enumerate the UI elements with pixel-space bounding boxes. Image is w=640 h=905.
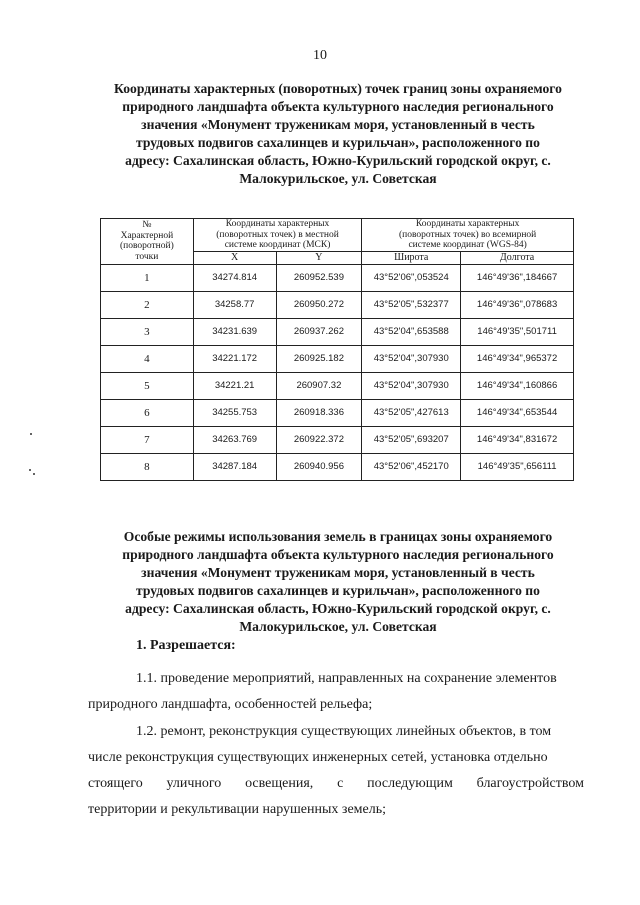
word: уличного bbox=[166, 776, 222, 791]
word: благоустройством bbox=[476, 776, 584, 791]
longitude-value: 146°49'34",160866 bbox=[461, 372, 574, 399]
section-title-allowed: 1. Разрешается: bbox=[136, 638, 236, 653]
y-value: 260952.539 bbox=[276, 264, 362, 291]
scan-speck bbox=[33, 473, 35, 475]
paragraph-1-1 bbox=[88, 666, 584, 718]
longitude-value: 146°49'34",653544 bbox=[461, 399, 574, 426]
x-value: 34255.753 bbox=[193, 399, 276, 426]
x-value: 34221.21 bbox=[193, 372, 276, 399]
y-value: 260937.262 bbox=[276, 318, 362, 345]
latitude-value: 43°52'04",307930 bbox=[362, 345, 461, 372]
msk-coordinates-header: Координаты характерных (поворотных точек) в местной системе координат (МСК) bbox=[193, 219, 362, 252]
y-column-header: Y bbox=[276, 251, 362, 264]
table-row bbox=[101, 264, 574, 291]
word: стоящего bbox=[88, 776, 143, 791]
latitude-value: 43°52'05",427613 bbox=[362, 399, 461, 426]
point-number: 4 bbox=[101, 345, 194, 372]
longitude-column-header: Долгота bbox=[461, 251, 574, 264]
latitude-value: 43°52'04",307930 bbox=[362, 372, 461, 399]
paragraph-line: 1.2. ремонт, реконструкция существующих линейных объектов, в том bbox=[136, 724, 552, 739]
paragraph-line: числе реконструкция существующих инженерных сетей, установка отдельно bbox=[88, 750, 548, 765]
paragraph-line: природного ландшафта, особенностей рельефа; bbox=[88, 697, 373, 712]
heading-line: трудовых подвигов сахалинцев и курильчан», расположенного по bbox=[136, 135, 540, 150]
latitude-column-header: Широта bbox=[362, 251, 461, 264]
latitude-value: 43°52'06",452170 bbox=[362, 453, 461, 480]
heading-line: значения «Монумент труженикам моря, установленный в честь bbox=[141, 117, 535, 132]
wgs-coordinates-header: Координаты характерных (поворотных точек) во всемирной системе координат (WGS-84) bbox=[362, 219, 574, 252]
y-value: 260907.32 bbox=[276, 372, 362, 399]
table-row bbox=[101, 291, 574, 318]
point-number: 3 bbox=[101, 318, 194, 345]
longitude-value: 146°49'34",965372 bbox=[461, 345, 574, 372]
table-row bbox=[101, 399, 574, 426]
land-use-regimes-heading bbox=[88, 528, 588, 636]
heading-line: Малокурильское, ул. Советская bbox=[239, 619, 437, 634]
heading-line: природного ландшафта объекта культурного наследия регионального bbox=[122, 547, 554, 562]
scan-speck bbox=[29, 469, 31, 471]
coordinates-heading bbox=[88, 80, 588, 188]
scan-speck bbox=[30, 433, 32, 435]
point-number: 2 bbox=[101, 291, 194, 318]
page-number: 10 bbox=[313, 48, 327, 63]
word: освещения, bbox=[245, 776, 314, 791]
coordinates-table bbox=[100, 218, 574, 481]
x-value: 34287.184 bbox=[193, 453, 276, 480]
longitude-value: 146°49'35",656111 bbox=[461, 453, 574, 480]
table-row bbox=[101, 318, 574, 345]
table-row bbox=[101, 453, 574, 480]
point-number: 6 bbox=[101, 399, 194, 426]
table-row bbox=[101, 372, 574, 399]
heading-line: адресу: Сахалинская область, Южно-Курильский городской округ, с. bbox=[125, 153, 551, 168]
x-value: 34274.814 bbox=[193, 264, 276, 291]
table-row bbox=[101, 345, 574, 372]
word: с bbox=[337, 776, 344, 791]
point-number: 7 bbox=[101, 426, 194, 453]
latitude-value: 43°52'04",653588 bbox=[362, 318, 461, 345]
y-value: 260950.272 bbox=[276, 291, 362, 318]
x-value: 34263.769 bbox=[193, 426, 276, 453]
point-number: 5 bbox=[101, 372, 194, 399]
x-column-header: X bbox=[193, 251, 276, 264]
paragraph-line: 1.1. проведение мероприятий, направленных на сохранение элементов bbox=[136, 671, 557, 686]
paragraph-1-2 bbox=[88, 719, 584, 823]
latitude-value: 43°52'05",693207 bbox=[362, 426, 461, 453]
x-value: 34221.172 bbox=[193, 345, 276, 372]
point-number: 8 bbox=[101, 453, 194, 480]
heading-line: природного ландшафта объекта культурного наследия регионального bbox=[122, 99, 554, 114]
heading-line: Координаты характерных (поворотных) точек границ зоны охраняемого bbox=[114, 81, 562, 96]
y-value: 260940.956 bbox=[276, 453, 362, 480]
heading-line: значения «Монумент труженикам моря, установленный в честь bbox=[141, 565, 535, 580]
longitude-value: 146°49'36",078683 bbox=[461, 291, 574, 318]
y-value: 260925.182 bbox=[276, 345, 362, 372]
longitude-value: 146°49'34",831672 bbox=[461, 426, 574, 453]
longitude-value: 146°49'35",501711 bbox=[461, 318, 574, 345]
point-number-header: № Характерной (поворотной) точки bbox=[101, 219, 194, 265]
latitude-value: 43°52'06",053524 bbox=[362, 264, 461, 291]
x-value: 34258.77 bbox=[193, 291, 276, 318]
table-row bbox=[101, 426, 574, 453]
heading-line: Малокурильское, ул. Советская bbox=[239, 171, 437, 186]
x-value: 34231.639 bbox=[193, 318, 276, 345]
paragraph-line: территории и рекультивации нарушенных земель; bbox=[88, 802, 386, 817]
latitude-value: 43°52'05",532377 bbox=[362, 291, 461, 318]
heading-line: Особые режимы использования земель в границах зоны охраняемого bbox=[123, 529, 553, 544]
longitude-value: 146°49'36",184667 bbox=[461, 264, 574, 291]
heading-line: трудовых подвигов сахалинцев и курильчан», расположенного по bbox=[136, 583, 540, 598]
paragraph-line-justified bbox=[88, 771, 584, 797]
point-number: 1 bbox=[101, 264, 194, 291]
y-value: 260918.336 bbox=[276, 399, 362, 426]
word: последующим bbox=[367, 776, 453, 791]
y-value: 260922.372 bbox=[276, 426, 362, 453]
heading-line: адресу: Сахалинская область, Южно-Курильский городской округ, с. bbox=[125, 601, 551, 616]
